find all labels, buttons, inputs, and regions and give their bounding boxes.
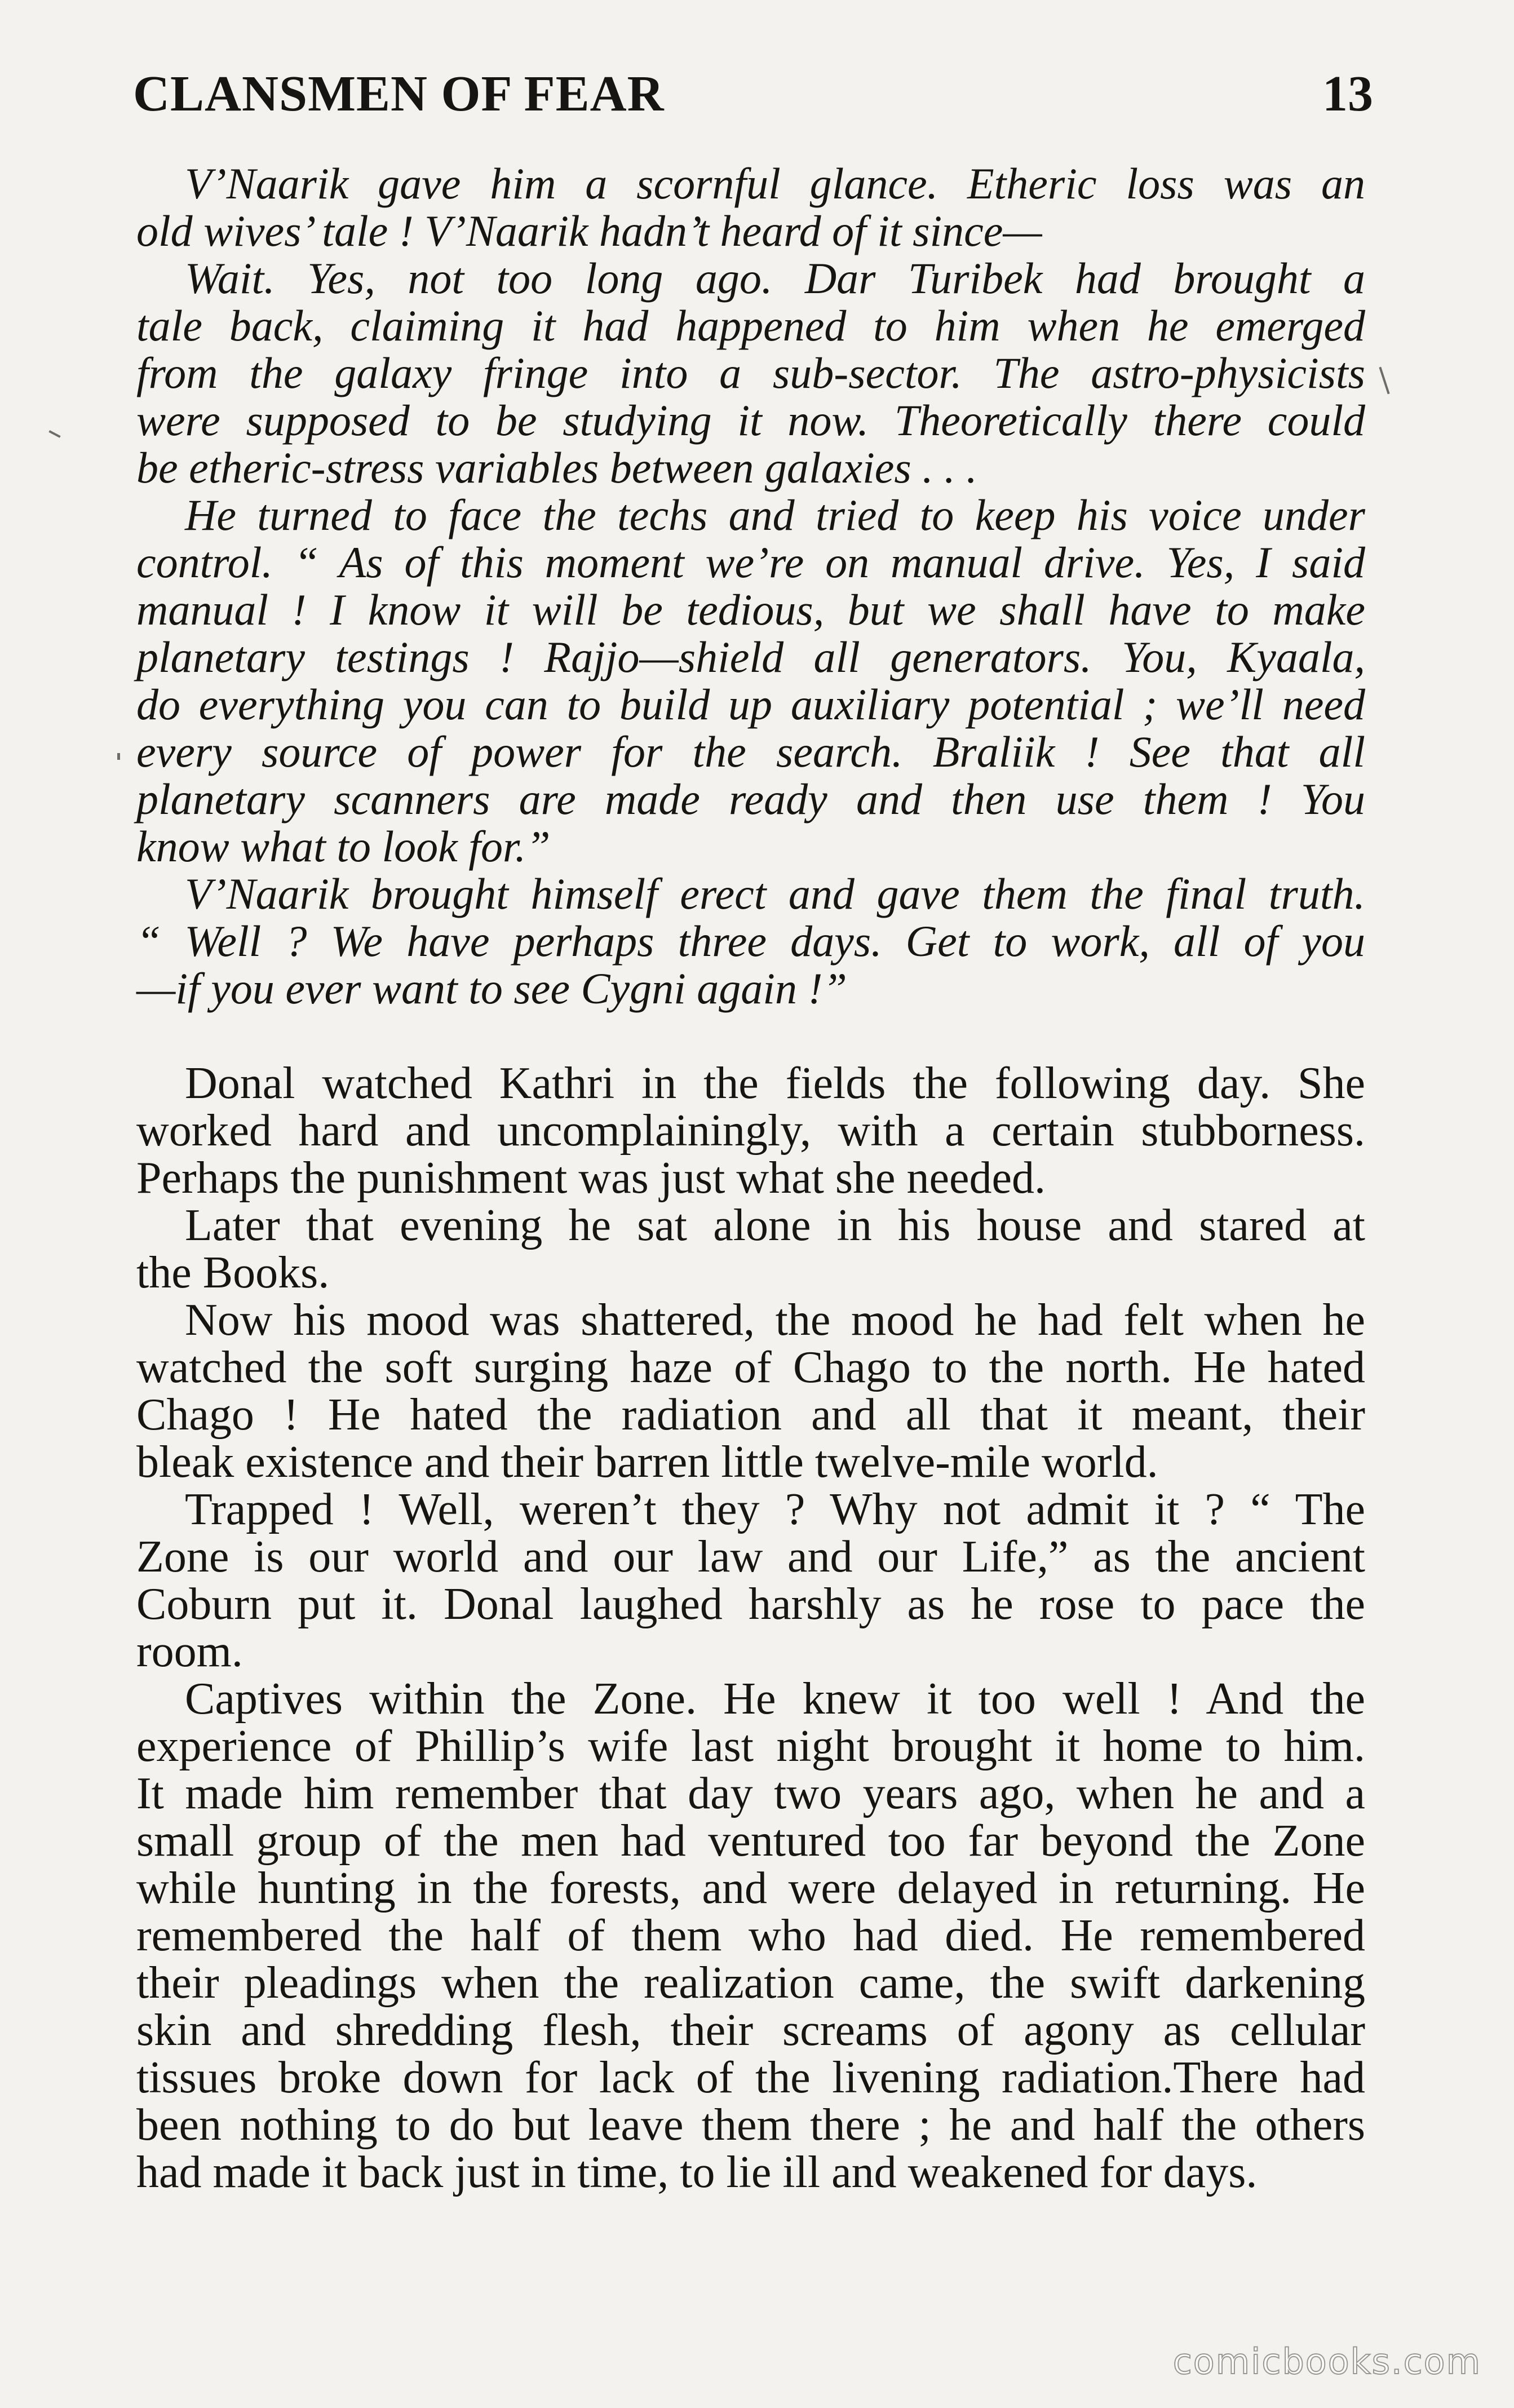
text-line: Donal watched Kathri in the fields the following day. She xyxy=(185,1059,1365,1108)
text-line: tale back, claiming it had happened to him when he emerged xyxy=(136,301,1365,350)
text-line: remembered the half of them who had died. He remembered xyxy=(136,1911,1365,1960)
text-line: tissues broke down for lack of the livening radiation.There had xyxy=(136,2053,1365,2102)
text-line: Perhaps the punishment was just what she needed. xyxy=(136,1153,1046,1203)
page-number: 13 xyxy=(1322,66,1373,122)
text-line: every source of power for the search. Braliik ! See that all xyxy=(136,727,1365,776)
page-header xyxy=(133,63,1373,125)
body-text xyxy=(136,160,1365,2196)
text-line: Later that evening he sat alone in his house and stared at xyxy=(185,1201,1365,1250)
section-break xyxy=(136,1012,1365,1060)
text-line: Wait. Yes, not too long ago. Dar Turibek had brought a xyxy=(185,254,1365,303)
text-line: —if you ever want to see Cygni again !” xyxy=(136,964,847,1013)
text-line: Coburn put it. Donal laughed harshly as he rose to pace the xyxy=(136,1579,1365,1629)
text-line: planetary scanners are made ready and then use them ! You xyxy=(136,774,1365,824)
text-line: manual ! I know it will be tedious, but we shall have to make xyxy=(136,585,1365,634)
text-line: their pleadings when the realization came, the swift darkening xyxy=(136,1958,1365,2008)
text-line: bleak existence and their barren little twelve-mile world. xyxy=(136,1437,1158,1487)
text-line: old wives’ tale ! V’Naarik hadn’t heard of it since— xyxy=(136,206,1042,255)
margin-tick-mark xyxy=(1379,367,1389,395)
text-line: were supposed to be studying it now. Theoretically there could xyxy=(136,396,1365,445)
text-line: experience of Phillip’s wife last night brought it home to him. xyxy=(136,1721,1365,1771)
text-line: been nothing to do but leave them there ; he and half the others xyxy=(136,2100,1365,2150)
text-line: small group of the men had ventured too far beyond the Zone xyxy=(136,1816,1365,1866)
text-line: worked hard and uncomplainingly, with a certain stubborness. xyxy=(136,1106,1365,1156)
text-line: Trapped ! Well, weren’t they ? Why not admit it ? “ The xyxy=(185,1485,1365,1534)
text-line: control. “ As of this moment we’re on manual drive. Yes, I said xyxy=(136,538,1365,587)
text-line: “ Well ? We have perhaps three days. Get to work, all of you xyxy=(136,917,1365,966)
text-line: V’Naarik gave him a scornful glance. Etheric loss was an xyxy=(185,159,1365,208)
text-line: It made him remember that day two years ago, when he and a xyxy=(136,1769,1365,1818)
text-line: skin and shredding flesh, their screams of agony as cellular xyxy=(136,2006,1365,2055)
running-title: CLANSMEN OF FEAR xyxy=(133,66,665,122)
margin-tick-mark xyxy=(48,430,60,438)
text-line: the Books. xyxy=(136,1248,330,1298)
text-line: while hunting in the forests, and were delayed in returning. He xyxy=(136,1863,1365,1913)
text-line: be etheric-stress variables between galaxies . . . xyxy=(136,443,977,492)
text-line: Zone is our world and our law and our Life,” as the ancient xyxy=(136,1532,1365,1582)
text-line: planetary testings ! Rajjo—shield all generators. You, Kyaala, xyxy=(136,632,1365,681)
text-line: room. xyxy=(136,1627,243,1676)
margin-dot xyxy=(117,753,120,760)
text-line: watched the soft surging haze of Chago to the north. He hated xyxy=(136,1343,1365,1392)
text-line: had made it back just in time, to lie ill and weakened for days. xyxy=(136,2148,1258,2197)
watermark: comicbooks.com xyxy=(1172,2341,1481,2382)
text-line: from the galaxy fringe into a sub-sector. The astro-physicists xyxy=(136,348,1365,397)
text-line: Captives within the Zone. He knew it too well ! And the xyxy=(185,1674,1365,1724)
text-line: He turned to face the techs and tried to keep his voice under xyxy=(185,490,1365,539)
text-line: do everything you can to build up auxiliary potential ; we’ll need xyxy=(136,680,1365,729)
text-line: know what to look for.” xyxy=(136,822,551,871)
text-line: V’Naarik brought himself erect and gave them the final truth. xyxy=(185,869,1365,918)
text-line: Now his mood was shattered, the mood he had felt when he xyxy=(185,1295,1365,1345)
text-line: Chago ! He hated the radiation and all that it meant, their xyxy=(136,1390,1365,1440)
